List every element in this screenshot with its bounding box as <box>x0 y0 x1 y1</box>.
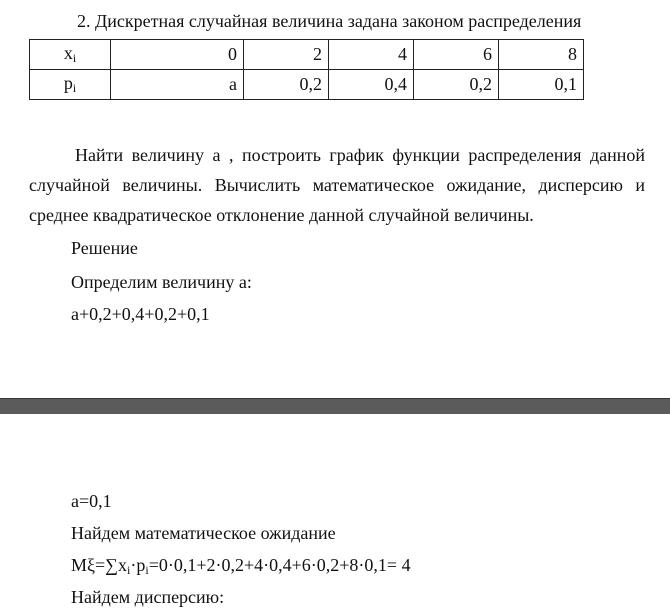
table-row-x <box>30 40 584 70</box>
row-label-x-main: x <box>63 43 73 63</box>
row-label-x <box>30 40 111 70</box>
p-value-3: 0,4 <box>329 70 414 100</box>
p-value-2: 0,2 <box>244 70 329 100</box>
p-value-4: 0,2 <box>414 70 499 100</box>
page-bottom <box>0 414 670 611</box>
solution-step-2: Найдем математическое ожидание <box>71 523 336 543</box>
expectation-rest: =0·0,1+2·0,2+4·0,4+6·0,2+8·0,1= 4 <box>148 555 411 575</box>
solution-title: Решение <box>71 238 138 258</box>
sum-expression: a+0,2+0,4+0,2+0,1 <box>71 304 210 324</box>
expectation-prefix: Mξ=∑x <box>71 555 128 575</box>
solution-step-3: Найдем дисперсию: <box>71 587 225 607</box>
problem-line-3: среднее квадратическое отклонение данной случайной величины. <box>29 205 534 225</box>
problem-line-1: Найти величину а , построить график функции распределения данной <box>75 145 645 165</box>
x-value-3: 4 <box>329 40 414 70</box>
x-value-1: 0 <box>111 40 244 70</box>
x-value-4: 6 <box>414 40 499 70</box>
x-value-2: 2 <box>244 40 329 70</box>
problem-line-2: случайной величины. Вычислить математическое ожидание, дисперсию и <box>29 175 645 195</box>
p-value-1: a <box>111 70 244 100</box>
row-label-x-sub: i <box>72 51 77 65</box>
problem-statement <box>29 140 645 230</box>
expectation-sub-2: i <box>145 563 149 577</box>
x-value-5: 8 <box>499 40 584 70</box>
row-label-p-sub: i <box>72 81 77 95</box>
page-break <box>0 398 670 414</box>
row-label-p <box>30 70 111 100</box>
table-row-p <box>30 70 584 100</box>
expectation-mid: ·p <box>130 555 146 575</box>
solution-step-1: Определим величину а: <box>71 272 252 292</box>
distribution-table <box>29 39 584 100</box>
expectation-formula <box>71 554 411 581</box>
task-heading: 2. Дискретная случайная величина задана законом распределения <box>77 11 582 31</box>
a-value: a=0,1 <box>71 491 112 511</box>
row-label-p-main: p <box>63 73 73 93</box>
p-value-5: 0,1 <box>499 70 584 100</box>
expectation-sub-1: i <box>127 563 131 577</box>
